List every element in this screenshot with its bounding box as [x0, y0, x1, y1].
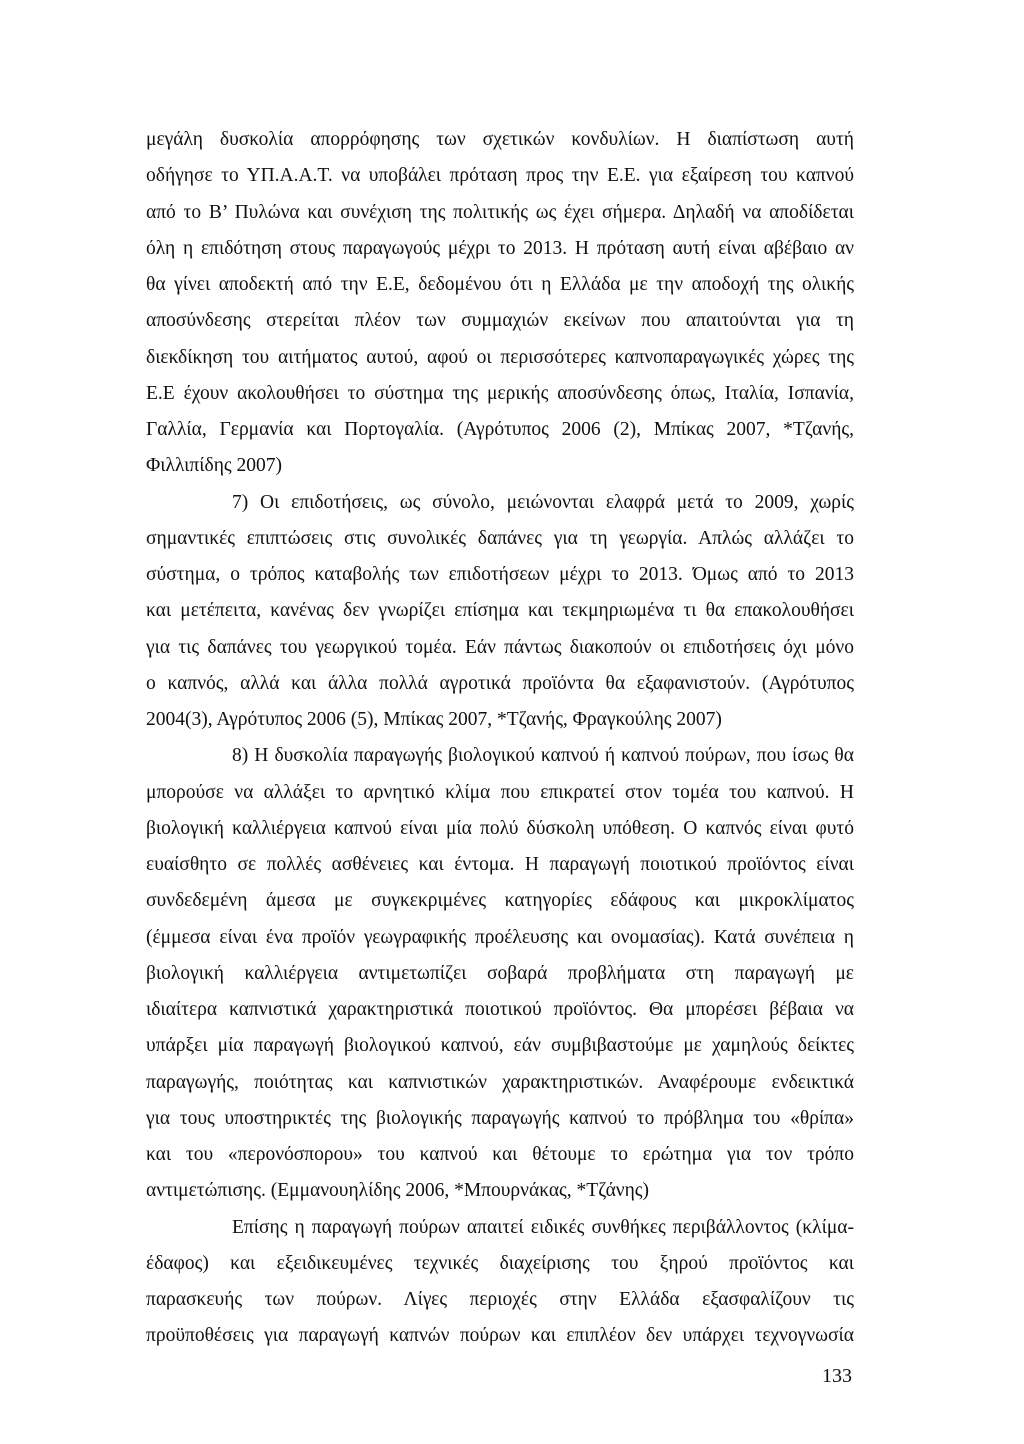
text-line: για τις δαπάνες του γεωργικού τομέα. Εάν πάντως διακοπούν οι επιδοτήσεις όχι μόνο: [146, 636, 854, 658]
text-line: Επίσης η παραγωγή πούρων απαιτεί ειδικές συνθήκες περιβάλλοντος (κλίμα-: [232, 1216, 854, 1238]
text-line: αντιμετώπισης. (Εμμανουηλίδης 2006, *Μπουρνάκας, *Τζάνης): [146, 1180, 650, 1202]
text-line: 8) Η δυσκολία παραγωγής βιολογικού καπνού ή καπνού πούρων, που ίσως θα: [232, 745, 854, 767]
text-line: διεκδίκηση του αιτήματος αυτού, αφού οι περισσότερες καπνοπαραγωγικές χώρες της: [146, 346, 854, 368]
text-line: μπορούσε να αλλάξει το αρνητικό κλίμα που επικρατεί στον τομέα του καπνού. Η: [146, 781, 854, 803]
text-line: ο καπνός, αλλά και άλλα πολλά αγροτικά προϊόντα θα εξαφανιστούν. (Αγρότυπος: [146, 672, 854, 694]
text-line: προϋποθέσεις για παραγωγή καπνών πούρων και επιπλέον δεν υπάρχει τεχνογνωσία: [146, 1325, 854, 1347]
text-line: έδαφος) και εξειδικευμένες τεχνικές διαχείρισης του ξηρού προϊόντος και: [146, 1252, 854, 1274]
text-line: σημαντικές επιπτώσεις στις συνολικές δαπάνες για τη γεωργία. Απλώς αλλάζει το: [146, 527, 854, 549]
text-line: 2004(3), Αγρότυπος 2006 (5), Μπίκας 2007, *Τζανής, Φραγκούλης 2007): [146, 709, 722, 730]
text-line: από το Β’ Πυλώνα και συνέχιση της πολιτικής ως έχει σήμερα. Δηλαδή να αποδίδεται: [146, 201, 854, 223]
text-line: και μετέπειτα, κανένας δεν γνωρίζει επίσημα και τεκμηριωμένα τι θα επακολουθήσει: [146, 600, 854, 622]
text-line: οδήγησε το ΥΠ.Α.Α.Τ. να υποβάλει πρόταση προς την Ε.Ε. για εξαίρεση του καπνού: [146, 165, 854, 187]
text-line: Ε.Ε έχουν ακολουθήσει το σύστημα της μερικής αποσύνδεσης όπως, Ιταλία, Ισπανία,: [146, 382, 854, 404]
text-line: όλη η επιδότηση στους παραγωγούς μέχρι το 2013. Η πρόταση αυτή είναι αβέβαιο αν: [146, 237, 854, 259]
text-line: (έμμεσα είναι ένα προϊόν γεωγραφικής προέλευσης και ονομασίας). Κατά συνέπεια η: [146, 926, 854, 948]
body-text: [146, 122, 854, 1355]
text-line: παραγωγής, ποιότητας και καπνιστικών χαρακτηριστικών. Αναφέρουμε ενδεικτικά: [146, 1071, 854, 1093]
text-line: ευαίσθητο σε πολλές ασθένειες και έντομα. Η παραγωγή ποιοτικού προϊόντος είναι: [146, 854, 854, 875]
text-line: Γαλλία, Γερμανία και Πορτογαλία. (Αγρότυπος 2006 (2), Μπίκας 2007, *Τζανής,: [146, 419, 854, 440]
text-line: 7) Οι επιδοτήσεις, ως σύνολο, μειώνονται ελαφρά μετά το 2009, χωρίς: [232, 491, 854, 513]
text-line: παρασκευής των πούρων. Λίγες περιοχές στην Ελλάδα εξασφαλίζουν τις: [146, 1289, 854, 1310]
text-line: μεγάλη δυσκολία απορρόφησης των σχετικών κονδυλίων. Η διαπίστωση αυτή: [146, 129, 854, 150]
text-line: Φιλλιπίδης 2007): [146, 455, 282, 477]
text-line: αποσύνδεσης στερείται πλέον των συμμαχιών εκείνων που απαιτούνται για τη: [146, 310, 854, 332]
text-line: για τους υποστηρικτές της βιολογικής παραγωγής καπνού το πρόβλημα του «θρίπα»: [146, 1107, 854, 1129]
text-line: συνδεδεμένη άμεσα με συγκεκριμένες κατηγορίες εδάφους και μικροκλίματος: [146, 890, 854, 912]
text-line: σύστημα, ο τρόπος καταβολής των επιδοτήσεων μέχρι το 2013. Όμως από το 2013: [146, 564, 854, 585]
text-line: βιολογική καλλιέργεια καπνού είναι μία πολύ δύσκολη υπόθεση. Ο καπνός είναι φυτό: [146, 817, 854, 839]
text-line: βιολογική καλλιέργεια αντιμετωπίζει σοβαρά προβλήματα στη παραγωγή με: [146, 962, 854, 984]
text-line: ιδιαίτερα καπνιστικά χαρακτηριστικά ποιοτικού προϊόντος. Θα μπορέσει βέβαια να: [146, 999, 854, 1020]
text-line: και του «περονόσπορου» του καπνού και θέτουμε το ερώτημα για τον τρόπο: [146, 1144, 854, 1165]
text-line: θα γίνει αποδεκτή από την Ε.Ε, δεδομένου ότι η Ελλάδα με την αποδοχή της ολικής: [146, 274, 854, 295]
page-number: 133: [822, 1365, 852, 1387]
text-line: υπάρξει μία παραγωγή βιολογικού καπνού, εάν συμβιβαστούμε με χαμηλούς δείκτες: [146, 1035, 854, 1057]
